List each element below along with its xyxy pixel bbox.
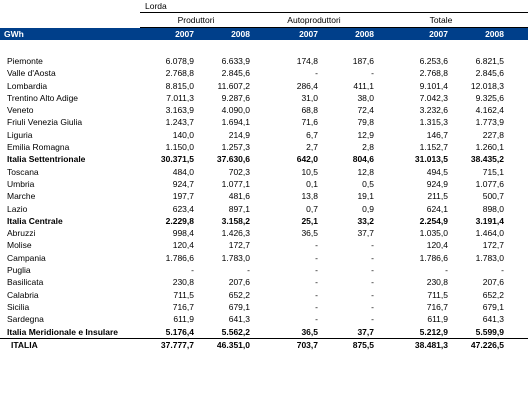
value-cell: 12,9 bbox=[357, 129, 374, 140]
value-cell: 679,1 bbox=[482, 301, 504, 312]
value-cell: 6,7 bbox=[306, 129, 318, 140]
value-cell: - bbox=[315, 277, 318, 288]
value-cell: - bbox=[371, 277, 374, 288]
value-cell: 2,8 bbox=[362, 142, 374, 153]
table-row bbox=[0, 276, 528, 288]
value-cell: - bbox=[445, 265, 448, 276]
table-row bbox=[0, 264, 528, 276]
value-cell: - bbox=[315, 301, 318, 312]
value-cell: - bbox=[315, 289, 318, 300]
value-cell: 4.090,0 bbox=[221, 105, 250, 116]
value-cell: 4.162,4 bbox=[475, 105, 504, 116]
year-header: 2007 bbox=[140, 28, 196, 41]
value-cell: 120,4 bbox=[426, 240, 448, 251]
value-cell: 679,1 bbox=[228, 301, 250, 312]
group-header-row bbox=[0, 13, 528, 28]
value-cell: 71,6 bbox=[301, 117, 318, 128]
value-cell: - bbox=[371, 252, 374, 263]
value-cell: 1.260,1 bbox=[475, 142, 504, 153]
table-row bbox=[0, 203, 528, 215]
value-cell: 1.077,6 bbox=[475, 178, 504, 189]
value-cell: 79,8 bbox=[357, 117, 374, 128]
table-row bbox=[0, 141, 528, 153]
region-name: Trentino Alto Adige bbox=[7, 92, 79, 103]
region-name: Basilicata bbox=[7, 277, 44, 288]
value-cell: 0,7 bbox=[306, 203, 318, 214]
value-cell: 36,5 bbox=[301, 326, 318, 337]
value-cell: 7.042,3 bbox=[419, 92, 448, 103]
value-cell: 2.845,6 bbox=[475, 68, 504, 79]
value-cell: 641,3 bbox=[228, 314, 250, 325]
value-cell: - bbox=[371, 68, 374, 79]
table-row bbox=[0, 227, 528, 239]
value-cell: 875,5 bbox=[320, 338, 376, 351]
value-cell: 1.783,0 bbox=[475, 252, 504, 263]
value-cell: 140,0 bbox=[172, 129, 194, 140]
value-cell: 1.077,1 bbox=[221, 178, 250, 189]
value-cell: 1.035,0 bbox=[419, 228, 448, 239]
value-cell: 11.607,2 bbox=[217, 80, 250, 91]
region-name: Molise bbox=[7, 240, 32, 251]
value-cell: 804,6 bbox=[352, 154, 374, 165]
value-cell: 230,8 bbox=[426, 277, 448, 288]
value-cell: 207,6 bbox=[228, 277, 250, 288]
value-cell: 230,8 bbox=[172, 277, 194, 288]
value-cell: 37.630,6 bbox=[216, 154, 250, 165]
value-cell: 702,3 bbox=[228, 166, 250, 177]
value-cell: 1.426,3 bbox=[221, 228, 250, 239]
value-cell: 1.257,3 bbox=[221, 142, 250, 153]
value-cell: 1.152,7 bbox=[419, 142, 448, 153]
region-name: Piemonte bbox=[7, 56, 43, 66]
value-cell: 3.163,9 bbox=[165, 105, 194, 116]
value-cell: 172,7 bbox=[482, 240, 504, 251]
value-cell: 31.013,5 bbox=[414, 154, 448, 165]
table-row bbox=[0, 313, 528, 325]
value-cell: 3.191,4 bbox=[475, 215, 504, 226]
value-cell: 12.018,3 bbox=[470, 80, 504, 91]
value-cell: 286,4 bbox=[296, 80, 318, 91]
value-cell: - bbox=[315, 240, 318, 251]
table-row bbox=[0, 289, 528, 301]
value-cell: 1.773,9 bbox=[475, 117, 504, 128]
value-cell: 9.325,6 bbox=[475, 92, 504, 103]
value-cell: 484,0 bbox=[172, 166, 194, 177]
value-cell: 120,4 bbox=[172, 240, 194, 251]
value-cell: 623,4 bbox=[172, 203, 194, 214]
value-cell: - bbox=[247, 265, 250, 276]
value-cell: 1.786,6 bbox=[165, 252, 194, 263]
table-body bbox=[0, 55, 528, 351]
value-cell: 5.212,9 bbox=[419, 326, 448, 337]
value-cell: 715,1 bbox=[482, 166, 504, 177]
table-row bbox=[0, 252, 528, 264]
value-cell: - bbox=[315, 265, 318, 276]
value-cell: 10,5 bbox=[301, 166, 318, 177]
value-cell: 898,0 bbox=[482, 203, 504, 214]
region-name: Liguria bbox=[7, 129, 33, 140]
table-row bbox=[0, 55, 528, 67]
value-cell: 711,5 bbox=[427, 289, 448, 300]
value-cell: 46.351,0 bbox=[196, 338, 252, 351]
value-cell: 38,0 bbox=[357, 92, 374, 103]
value-cell: 214,9 bbox=[228, 129, 250, 140]
value-cell: - bbox=[371, 240, 374, 251]
value-cell: 2.845,6 bbox=[221, 68, 250, 79]
value-cell: 611,9 bbox=[173, 314, 194, 325]
value-cell: - bbox=[315, 252, 318, 263]
table-row bbox=[0, 301, 528, 313]
value-cell: 5.176,4 bbox=[165, 326, 194, 337]
value-cell: - bbox=[371, 265, 374, 276]
region-name: Toscana bbox=[7, 166, 39, 177]
value-cell: 611,9 bbox=[427, 314, 448, 325]
value-cell: 211,5 bbox=[427, 191, 448, 202]
region-name: Umbria bbox=[7, 178, 35, 189]
value-cell: 652,2 bbox=[228, 289, 250, 300]
value-cell: 2,7 bbox=[306, 142, 318, 153]
value-cell: 716,7 bbox=[426, 301, 448, 312]
region-name: Valle d'Aosta bbox=[7, 68, 56, 79]
table-row bbox=[0, 80, 528, 92]
year-header: 2008 bbox=[196, 28, 252, 41]
value-cell: - bbox=[371, 301, 374, 312]
value-cell: 13,8 bbox=[301, 191, 318, 202]
table-row bbox=[0, 129, 528, 141]
value-cell: 642,0 bbox=[296, 154, 318, 165]
region-name: Italia Centrale bbox=[7, 215, 63, 226]
value-cell: 2.229,8 bbox=[165, 215, 194, 226]
value-cell: 9.287,6 bbox=[221, 92, 250, 103]
region-name: Veneto bbox=[7, 105, 34, 116]
value-cell: 1.694,1 bbox=[221, 117, 250, 128]
value-cell: 38.481,3 bbox=[376, 338, 450, 351]
group-autoproduttori: Autoproduttori bbox=[252, 13, 376, 28]
value-cell: 227,8 bbox=[482, 129, 504, 140]
table-row bbox=[0, 67, 528, 79]
value-cell: 641,3 bbox=[482, 314, 504, 325]
table-row bbox=[0, 166, 528, 178]
unit-label: GWh bbox=[0, 28, 140, 41]
table-subtotal-row bbox=[0, 326, 528, 339]
value-cell: 6.633,9 bbox=[221, 56, 250, 66]
value-cell: 3.232,6 bbox=[419, 105, 448, 116]
value-cell: 207,6 bbox=[482, 277, 504, 288]
value-cell: 7.011,3 bbox=[166, 92, 194, 103]
value-cell: 1.786,6 bbox=[419, 252, 448, 263]
table-subtotal-row bbox=[0, 153, 528, 165]
lorda-header-row bbox=[0, 0, 528, 13]
value-cell: 624,1 bbox=[426, 203, 448, 214]
value-cell: 37,7 bbox=[357, 228, 374, 239]
year-header: 2007 bbox=[376, 28, 450, 41]
value-cell: 8.815,0 bbox=[165, 80, 194, 91]
value-cell: 500,7 bbox=[482, 191, 504, 202]
region-name: Lazio bbox=[7, 203, 28, 214]
value-cell: 0,5 bbox=[362, 178, 374, 189]
value-cell: - bbox=[191, 265, 194, 276]
region-name: Sicilia bbox=[7, 301, 30, 312]
value-cell: 1.150,0 bbox=[165, 142, 194, 153]
value-cell: 19,1 bbox=[357, 191, 374, 202]
value-cell: 3.158,2 bbox=[221, 215, 250, 226]
value-cell: 197,7 bbox=[172, 191, 194, 202]
region-name: Italia Settentrionale bbox=[7, 154, 86, 165]
table-row bbox=[0, 104, 528, 116]
region-name: Abruzzi bbox=[7, 228, 36, 239]
value-cell: 6.078,9 bbox=[165, 56, 194, 66]
value-cell: 72,4 bbox=[357, 105, 374, 116]
group-totale: Totale bbox=[376, 13, 506, 28]
year-header: 2008 bbox=[320, 28, 376, 41]
value-cell: 1.315,3 bbox=[419, 117, 448, 128]
value-cell: 1.243,7 bbox=[165, 117, 194, 128]
value-cell: 30.371,5 bbox=[160, 154, 194, 165]
value-cell: - bbox=[501, 265, 504, 276]
value-cell: - bbox=[315, 314, 318, 325]
value-cell: 146,7 bbox=[426, 129, 448, 140]
region-name: Calabria bbox=[7, 289, 39, 300]
region-name: Friuli Venezia Giulia bbox=[7, 117, 83, 128]
value-cell: 5.562,2 bbox=[221, 326, 250, 337]
value-cell: 31,0 bbox=[301, 92, 318, 103]
value-cell: 5.599,9 bbox=[475, 326, 504, 337]
value-cell: 47.226,5 bbox=[450, 338, 506, 351]
value-cell: 172,7 bbox=[228, 240, 250, 251]
value-cell: 37.777,7 bbox=[140, 338, 196, 351]
region-name: Lombardia bbox=[7, 80, 48, 91]
value-cell: - bbox=[315, 68, 318, 79]
region-name: ITALIA bbox=[0, 338, 140, 351]
value-cell: 187,6 bbox=[352, 56, 374, 66]
value-cell: 711,5 bbox=[173, 289, 194, 300]
year-header: 2008 bbox=[450, 28, 506, 41]
value-cell: 924,7 bbox=[172, 178, 194, 189]
value-cell: 38.435,2 bbox=[470, 154, 504, 165]
value-cell: 9.101,4 bbox=[419, 80, 448, 91]
value-cell: 494,5 bbox=[426, 166, 448, 177]
table-total-row bbox=[0, 338, 528, 351]
year-header: 2007 bbox=[252, 28, 320, 41]
value-cell: 411,1 bbox=[353, 80, 374, 91]
value-cell: 998,4 bbox=[172, 228, 194, 239]
region-name: Sardegna bbox=[7, 314, 44, 325]
value-cell: 2.254,9 bbox=[419, 215, 448, 226]
table-row bbox=[0, 92, 528, 104]
value-cell: - bbox=[371, 314, 374, 325]
value-cell: 6.821,5 bbox=[475, 56, 504, 66]
value-cell: 481,6 bbox=[228, 191, 250, 202]
value-cell: 68,8 bbox=[301, 105, 318, 116]
lorda-label: Lorda bbox=[140, 0, 528, 13]
value-cell: 174,8 bbox=[296, 56, 318, 66]
value-cell: 12,8 bbox=[357, 166, 374, 177]
unit-year-header-row bbox=[0, 28, 528, 41]
value-cell: 33,2 bbox=[357, 215, 374, 226]
region-name: Campania bbox=[7, 252, 46, 263]
value-cell: 25,1 bbox=[301, 215, 318, 226]
region-name: Emilia Romagna bbox=[7, 142, 70, 153]
region-name: Marche bbox=[7, 191, 36, 202]
value-cell: 1.783,0 bbox=[221, 252, 250, 263]
value-cell: 897,1 bbox=[228, 203, 250, 214]
value-cell: 703,7 bbox=[252, 338, 320, 351]
table-row bbox=[0, 178, 528, 190]
group-produttori: Produttori bbox=[140, 13, 252, 28]
value-cell: 36,5 bbox=[301, 228, 318, 239]
value-cell: 1.464,0 bbox=[475, 228, 504, 239]
value-cell: 2.768,8 bbox=[165, 68, 194, 79]
value-cell: 0,1 bbox=[306, 178, 318, 189]
value-cell: 716,7 bbox=[172, 301, 194, 312]
spacer-row bbox=[0, 40, 528, 55]
value-cell: 0,9 bbox=[362, 203, 374, 214]
table-subtotal-row bbox=[0, 215, 528, 227]
region-name: Italia Meridionale e Insulare bbox=[7, 326, 119, 337]
value-cell: 924,9 bbox=[426, 178, 448, 189]
region-name: Puglia bbox=[7, 265, 31, 276]
value-cell: 6.253,6 bbox=[419, 56, 448, 66]
table-row bbox=[0, 190, 528, 202]
value-cell: - bbox=[371, 289, 374, 300]
table-row bbox=[0, 116, 528, 128]
table-row bbox=[0, 239, 528, 251]
value-cell: 652,2 bbox=[482, 289, 504, 300]
value-cell: 2.768,8 bbox=[419, 68, 448, 79]
value-cell: 37,7 bbox=[357, 326, 374, 337]
